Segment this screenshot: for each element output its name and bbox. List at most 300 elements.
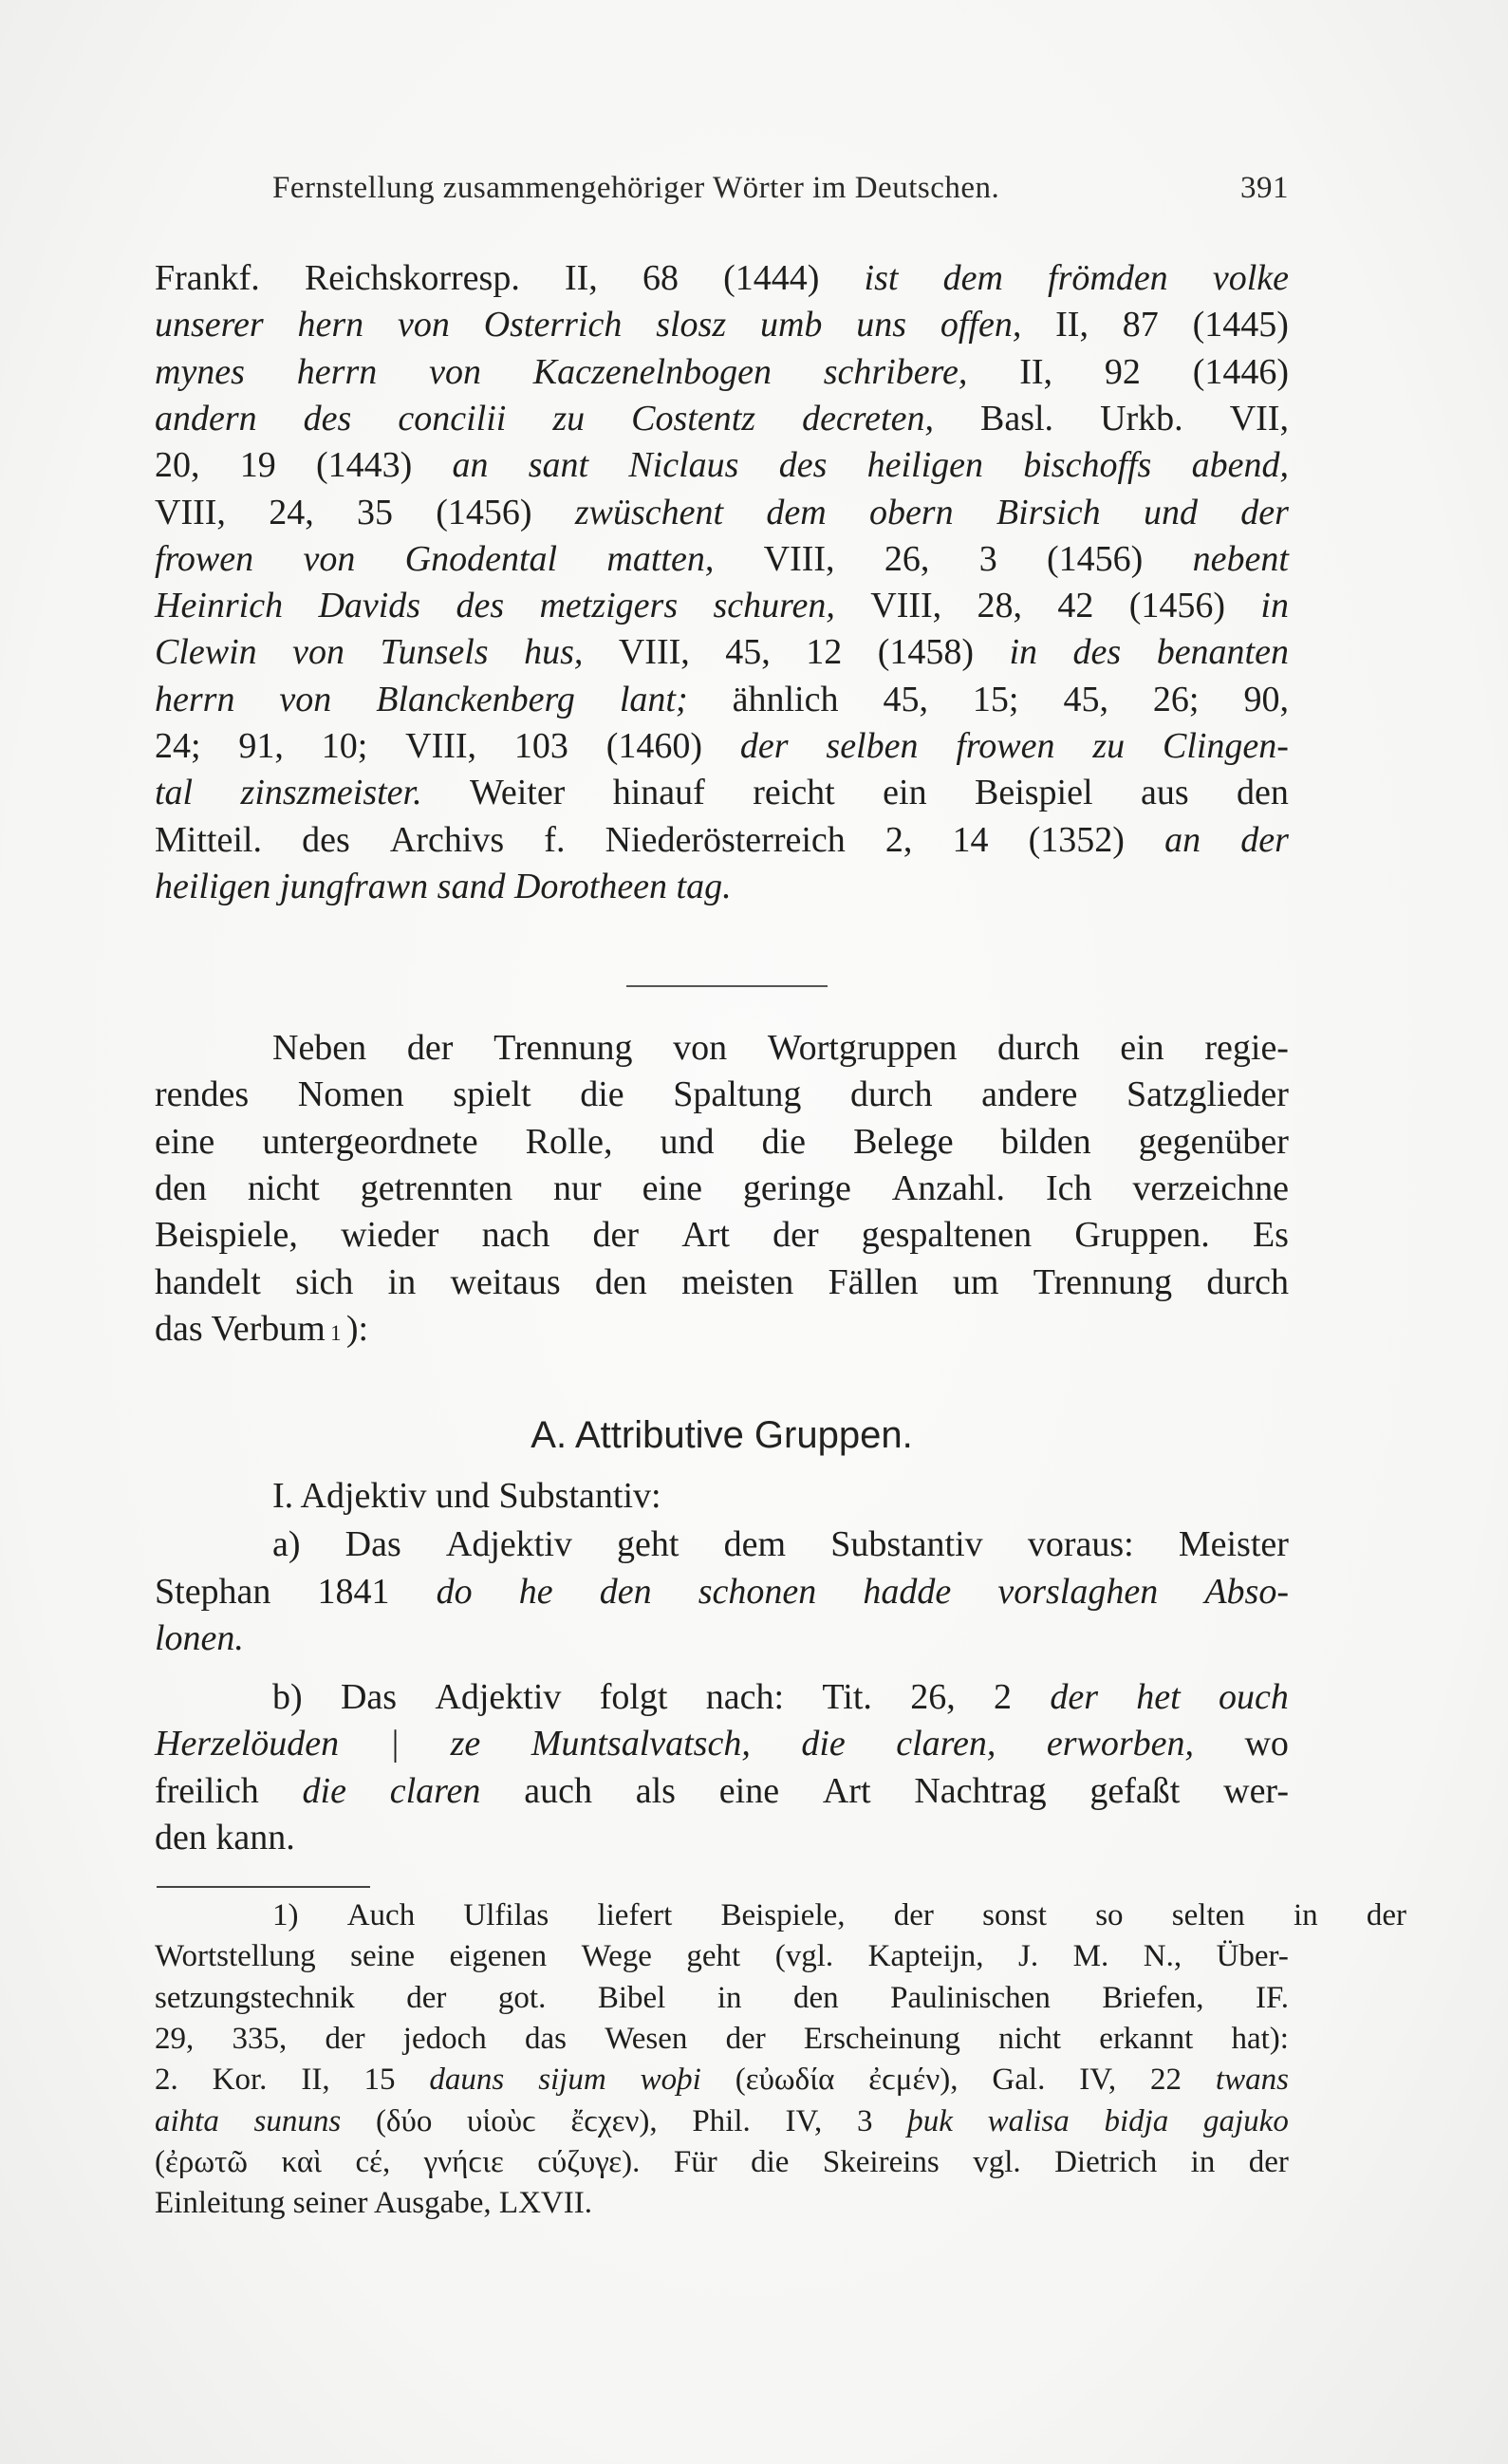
word: (1352) [1028, 819, 1125, 860]
word: Niederösterreich [605, 819, 846, 860]
word: Briefen, [1102, 1980, 1204, 2015]
word: 28, [977, 586, 1023, 626]
word: 26, [910, 1677, 956, 1717]
italic-word: he [518, 1572, 553, 1612]
italic-word: offen, [940, 305, 1022, 345]
word: Reichskorresp. [304, 258, 520, 298]
word: selten [1171, 1898, 1245, 1932]
word: die [580, 1074, 624, 1115]
word: VIII, [155, 492, 226, 532]
word: Weiter [470, 773, 566, 813]
italic-word: tal [155, 773, 194, 813]
text-line [155, 2188, 1289, 2219]
word: und [660, 1121, 715, 1162]
word: aus [1140, 773, 1189, 813]
word: in [1293, 1898, 1318, 1932]
italic-word: von [279, 679, 332, 719]
word: 45, [725, 632, 771, 673]
word: (1456) [1047, 538, 1144, 579]
italic-word: Niclaus [628, 445, 739, 486]
italic-word: zu [552, 398, 586, 439]
text-line [155, 2144, 1289, 2179]
word: Spaltung [673, 1074, 802, 1115]
italic-word: þuk [907, 2103, 953, 2138]
word: gefaßt [1089, 1771, 1181, 1811]
word: Wege [581, 1939, 652, 1974]
text-line [155, 2064, 1289, 2096]
text-line [155, 260, 1289, 296]
italic-word: hern [297, 305, 364, 345]
word: II, [301, 2063, 330, 2098]
word: seine [350, 1939, 415, 1974]
word: 1) [272, 1898, 299, 1932]
word: rendes [155, 1074, 250, 1115]
italic-word: von [429, 351, 481, 392]
word: Kapteijn, [867, 1939, 984, 1974]
italic-word: nebent [1192, 538, 1289, 579]
word: eine [718, 1771, 780, 1811]
italic-word: Muntsalvatsch, [531, 1724, 751, 1764]
italic-word: claren [389, 1771, 481, 1811]
word: Nomen [297, 1074, 404, 1115]
word: 2, [884, 819, 913, 860]
italic-word: die [801, 1724, 846, 1764]
text-line [272, 1900, 1406, 1932]
word: II, [1019, 351, 1053, 392]
word: liefert [597, 1898, 673, 1932]
word: das [524, 2021, 567, 2056]
word: 87 [1122, 305, 1159, 345]
italic-word: der [1240, 492, 1289, 532]
word: 24; [155, 726, 201, 766]
italic-word: selben [826, 726, 919, 766]
italic-word: umb [759, 305, 823, 345]
word: Skeireins [822, 2144, 940, 2179]
word: (ἐρωτῶ [155, 2144, 249, 2179]
italic-word: sijum [538, 2063, 606, 2098]
italic-word: woþi [640, 2063, 701, 2098]
italic-word: die [302, 1771, 346, 1811]
word: Wortstellung [155, 1939, 316, 1974]
word: 45, [1063, 679, 1108, 719]
italic-word: herrn [155, 679, 235, 719]
word: Art [822, 1771, 871, 1811]
text-line [272, 1030, 1289, 1066]
italic-word: schuren, [713, 586, 835, 626]
word: (1458) [877, 632, 975, 673]
italic-word: der [739, 726, 789, 766]
word: des [302, 819, 350, 860]
italic-word: des [778, 445, 828, 486]
text-line [155, 1074, 1289, 1115]
text-line [155, 588, 1289, 624]
word: Fällen [828, 1261, 919, 1302]
word: 20, [155, 445, 200, 486]
word: 2 [994, 1677, 1013, 1717]
text-line [155, 728, 1289, 764]
subsection-label: I. Adjektiv und Substantiv: [272, 1476, 661, 1516]
italic-word: sant [528, 445, 589, 486]
word: voraus: [1027, 1524, 1134, 1564]
word: durch [997, 1028, 1080, 1068]
italic-word: frömden [1048, 258, 1168, 298]
word: in [1190, 2144, 1216, 2179]
word: Dietrich [1054, 2144, 1158, 2179]
word: VIII, [618, 632, 690, 673]
word: 3 [857, 2103, 873, 2138]
italic-word: benanten [1156, 632, 1289, 673]
italic-word: metzigers [539, 586, 679, 626]
word: als [635, 1771, 676, 1811]
word: 29, [155, 2021, 195, 2056]
word: ein [883, 773, 927, 813]
word: Art [681, 1215, 730, 1256]
word: Phil. [692, 2103, 751, 2138]
italic-word: ze [450, 1724, 481, 1764]
word: (1445) [1192, 305, 1289, 345]
italic-word: Clewin [155, 632, 257, 673]
text-run: ): [345, 1308, 369, 1349]
word: getrennten [360, 1167, 513, 1208]
word: durch [1206, 1261, 1289, 1302]
word: IF. [1256, 1980, 1289, 2015]
italic-word: schonen [698, 1572, 817, 1612]
word: Basl. [979, 398, 1054, 439]
word: Beispiele, [720, 1898, 846, 1932]
italic-word: in [1009, 632, 1038, 673]
word: 1841 [317, 1572, 390, 1612]
text-line [155, 1261, 1289, 1302]
italic-word: und [1143, 492, 1198, 532]
italic-word: unserer [155, 305, 264, 345]
word: 103 [513, 726, 568, 766]
word: der [406, 1028, 454, 1068]
word: 3 [978, 538, 997, 579]
italic-word: ist [864, 258, 899, 298]
word: der [406, 1980, 447, 2015]
word: 35 [356, 492, 393, 532]
italic-word: von [398, 305, 450, 345]
word: reicht [753, 773, 835, 813]
word: regie- [1204, 1028, 1289, 1068]
word: Anzahl. [891, 1167, 1005, 1208]
word: 335, [232, 2021, 288, 2056]
word: (1456) [436, 492, 532, 532]
word: (1456) [1128, 586, 1226, 626]
word: sonst [982, 1898, 1047, 1932]
italic-word: walisa [987, 2103, 1070, 2138]
word: den [155, 1167, 207, 1208]
word: cέ, [355, 2144, 391, 2179]
word: IV, [785, 2103, 823, 2138]
word: Trennung [1033, 1261, 1173, 1302]
word: freilich [155, 1771, 259, 1811]
italic-word: Heinrich [155, 586, 284, 626]
italic-word: andern [155, 398, 257, 439]
word: weitaus [450, 1261, 561, 1302]
italic-word: frowen [155, 538, 254, 579]
text-line [155, 868, 1289, 905]
word: Nachtrag [914, 1771, 1047, 1811]
word: wieder [341, 1215, 439, 1256]
word: untergeordnete [262, 1121, 478, 1162]
italic-word: hus, [524, 632, 584, 673]
text-line [155, 681, 1289, 718]
running-header [272, 171, 1289, 206]
word: in [387, 1261, 417, 1302]
text-line [155, 1215, 1289, 1256]
word: (vgl. [774, 1939, 834, 1974]
word: 90, [1243, 679, 1289, 719]
word: 2. [155, 2063, 178, 2098]
running-title: Fernstellung zusammengehöriger Wörter im Deutschen. [272, 171, 1000, 205]
word: Trennung [493, 1028, 633, 1068]
word: Neben [272, 1028, 367, 1068]
italic-run: heiligen jungfrawn sand Dorotheen tag. [155, 866, 732, 906]
word: 24, [269, 492, 314, 532]
italic-word: Blanckenberg [376, 679, 575, 719]
italic-run: lonen. [155, 1618, 244, 1658]
word: der [773, 1215, 819, 1256]
italic-word: herrn [296, 351, 378, 392]
word: nur [553, 1167, 602, 1208]
italic-word: sununs [253, 2103, 342, 2138]
word: 91, [238, 726, 284, 766]
italic-word: an [1164, 819, 1201, 860]
text-line [155, 2103, 1289, 2138]
word: Wortgruppen [767, 1028, 958, 1068]
word: handelt [155, 1261, 261, 1302]
text-line [155, 1574, 1289, 1610]
word: Archivs [389, 819, 505, 860]
word: Frankf. [155, 258, 260, 298]
word: Über- [1216, 1939, 1289, 1974]
word: N., [1143, 1939, 1182, 1974]
word: 26; [1152, 679, 1200, 719]
italic-word: der [1240, 819, 1289, 860]
word: 10; [321, 726, 368, 766]
word: Belege [853, 1121, 954, 1162]
italic-word: Kaczenelnbogen [532, 351, 772, 392]
page-number: 391 [1240, 171, 1289, 205]
italic-word: matten, [606, 538, 715, 579]
italic-word: dem [942, 258, 1003, 298]
word: folgt [599, 1677, 668, 1717]
word: (1443) [315, 445, 413, 486]
italic-word: zu [1092, 726, 1126, 766]
word: a) [272, 1524, 301, 1564]
word: γνήϲιε [423, 2144, 504, 2179]
italic-word: frowen [956, 726, 1055, 766]
text-line [155, 1773, 1289, 1809]
word: Meister [1178, 1524, 1289, 1564]
italic-word: des [303, 398, 352, 439]
italic-word: gajuko [1203, 2103, 1289, 2138]
word: der [725, 2021, 766, 2056]
text-line [155, 445, 1289, 486]
word: M. [1072, 1939, 1109, 1974]
text-line [155, 1941, 1289, 1972]
text-line [155, 538, 1289, 579]
word: 19 [239, 445, 276, 486]
text-line [155, 1121, 1289, 1162]
text-line [155, 307, 1289, 343]
word: Es [1252, 1215, 1289, 1256]
word: den [793, 1980, 839, 2015]
word: der [1366, 1898, 1406, 1932]
text-line [272, 1526, 1289, 1562]
word: II, [564, 258, 598, 298]
word: gegenüber [1138, 1121, 1289, 1162]
word: 15 [363, 2063, 396, 2098]
italic-word: von [292, 632, 345, 673]
word: VIII, [870, 586, 942, 626]
word: 22 [1150, 2063, 1182, 2098]
word: Tit. [822, 1677, 872, 1717]
text-line [155, 2021, 1289, 2056]
text-run: den kann. [155, 1818, 295, 1857]
italic-word: schribere, [823, 351, 968, 392]
italic-word: heiligen [866, 445, 983, 486]
word: die [761, 1121, 807, 1162]
word: der [893, 1898, 934, 1932]
word: in [717, 1980, 742, 2015]
text-line [155, 398, 1289, 439]
word: Substantiv [830, 1524, 983, 1564]
italic-word: twans [1215, 2063, 1289, 2098]
word: hat): [1231, 2021, 1289, 2056]
word: Für [673, 2144, 717, 2179]
word: Stephan [155, 1572, 271, 1612]
text-line [155, 492, 1289, 532]
section-heading: A. Attributive Gruppen. [531, 1414, 913, 1456]
italic-word: | [389, 1724, 400, 1764]
word: Beispiel [975, 773, 1093, 813]
italic-word: Gnodental [404, 538, 558, 579]
word: vgl. [973, 2144, 1021, 2179]
word: bilden [1000, 1121, 1091, 1162]
word: nach [481, 1215, 550, 1256]
word: wo [1244, 1724, 1289, 1764]
italic-word: hadde [863, 1572, 952, 1612]
word: Adjektiv [435, 1677, 562, 1717]
word: Bibel [597, 1980, 666, 2015]
italic-word: Clingen- [1162, 726, 1289, 766]
word: Kor. [212, 2063, 268, 2098]
italic-word: in [1260, 586, 1289, 626]
word: J. [1018, 1939, 1039, 1974]
italic-word: bischoffs [1023, 445, 1152, 486]
italic-word: Abso- [1204, 1572, 1289, 1612]
word: der [1248, 2144, 1289, 2179]
word: b) [272, 1677, 303, 1717]
word: auch [524, 1771, 592, 1811]
italic-word: Davids [318, 586, 421, 626]
italic-word: des [1072, 632, 1122, 673]
word: Ulfilas [463, 1898, 549, 1932]
word: ein [1120, 1028, 1164, 1068]
italic-word: abend, [1191, 445, 1289, 486]
word: 26, [884, 538, 930, 579]
italic-word: bidja [1104, 2103, 1169, 2138]
italic-word: an [452, 445, 489, 486]
word: (εὐωδία [735, 2063, 835, 2098]
word: verzeichne [1132, 1167, 1289, 1208]
word: got. [497, 1980, 547, 2015]
word: VIII, [405, 726, 477, 766]
text-line [155, 351, 1289, 392]
word: Auch [346, 1898, 416, 1932]
word: καὶ [281, 2144, 322, 2179]
word: Gruppen. [1074, 1215, 1210, 1256]
word: geht [686, 1939, 741, 1974]
word: 42 [1057, 586, 1094, 626]
word: spielt [453, 1074, 531, 1115]
word: (1460) [605, 726, 703, 766]
footnote-divider [157, 1886, 370, 1888]
italic-word: volke [1212, 258, 1289, 298]
word: eine [155, 1121, 215, 1162]
italic-word: het [1136, 1677, 1181, 1717]
italic-word: mynes [155, 351, 245, 392]
word: von [673, 1028, 728, 1068]
word: geht [617, 1524, 680, 1564]
word: hinauf [612, 773, 705, 813]
section-divider [626, 985, 828, 987]
word: den [1237, 773, 1289, 813]
italic-word: uns [856, 305, 907, 345]
italic-word: der [1050, 1677, 1098, 1717]
italic-word: zinszmeister. [240, 773, 422, 813]
word: Mitteil. [155, 819, 262, 860]
italic-word: obern [868, 492, 954, 532]
italic-word: Costentz [631, 398, 756, 439]
text-line [155, 1308, 1289, 1349]
text-line [155, 1726, 1289, 1762]
italic-word: des [456, 586, 505, 626]
word: den [594, 1261, 647, 1302]
text-line [155, 1620, 1289, 1656]
word: 12 [806, 632, 843, 673]
text-line [155, 775, 1289, 811]
text-line [272, 1478, 1289, 1514]
italic-word: concilii [398, 398, 507, 439]
word: υἱοὺϲ [467, 2103, 536, 2138]
italic-word: Osterrich [483, 305, 623, 345]
italic-word: claren, [896, 1724, 996, 1764]
word: 15; [972, 679, 1019, 719]
word: Erscheinung [803, 2021, 960, 2056]
italic-word: ouch [1219, 1677, 1289, 1717]
word: VII, [1229, 398, 1289, 439]
italic-word: aihta [155, 2103, 219, 2138]
word: eine [642, 1167, 702, 1208]
word: ἔϲχεν), [570, 2103, 658, 2138]
word: die [751, 2144, 790, 2179]
word: nicht [998, 2021, 1062, 2056]
word: gespaltenen [861, 1215, 1033, 1256]
word: Adjektiv [445, 1524, 572, 1564]
italic-word: den [599, 1572, 652, 1612]
word: so [1095, 1898, 1124, 1932]
word: ϲύζυγε). [537, 2144, 641, 2179]
italic-word: do [436, 1572, 473, 1612]
word: wer- [1223, 1771, 1289, 1811]
text-line [155, 1980, 1289, 2015]
word: sich [295, 1261, 354, 1302]
italic-word: dem [766, 492, 827, 532]
italic-word: slosz [656, 305, 727, 345]
